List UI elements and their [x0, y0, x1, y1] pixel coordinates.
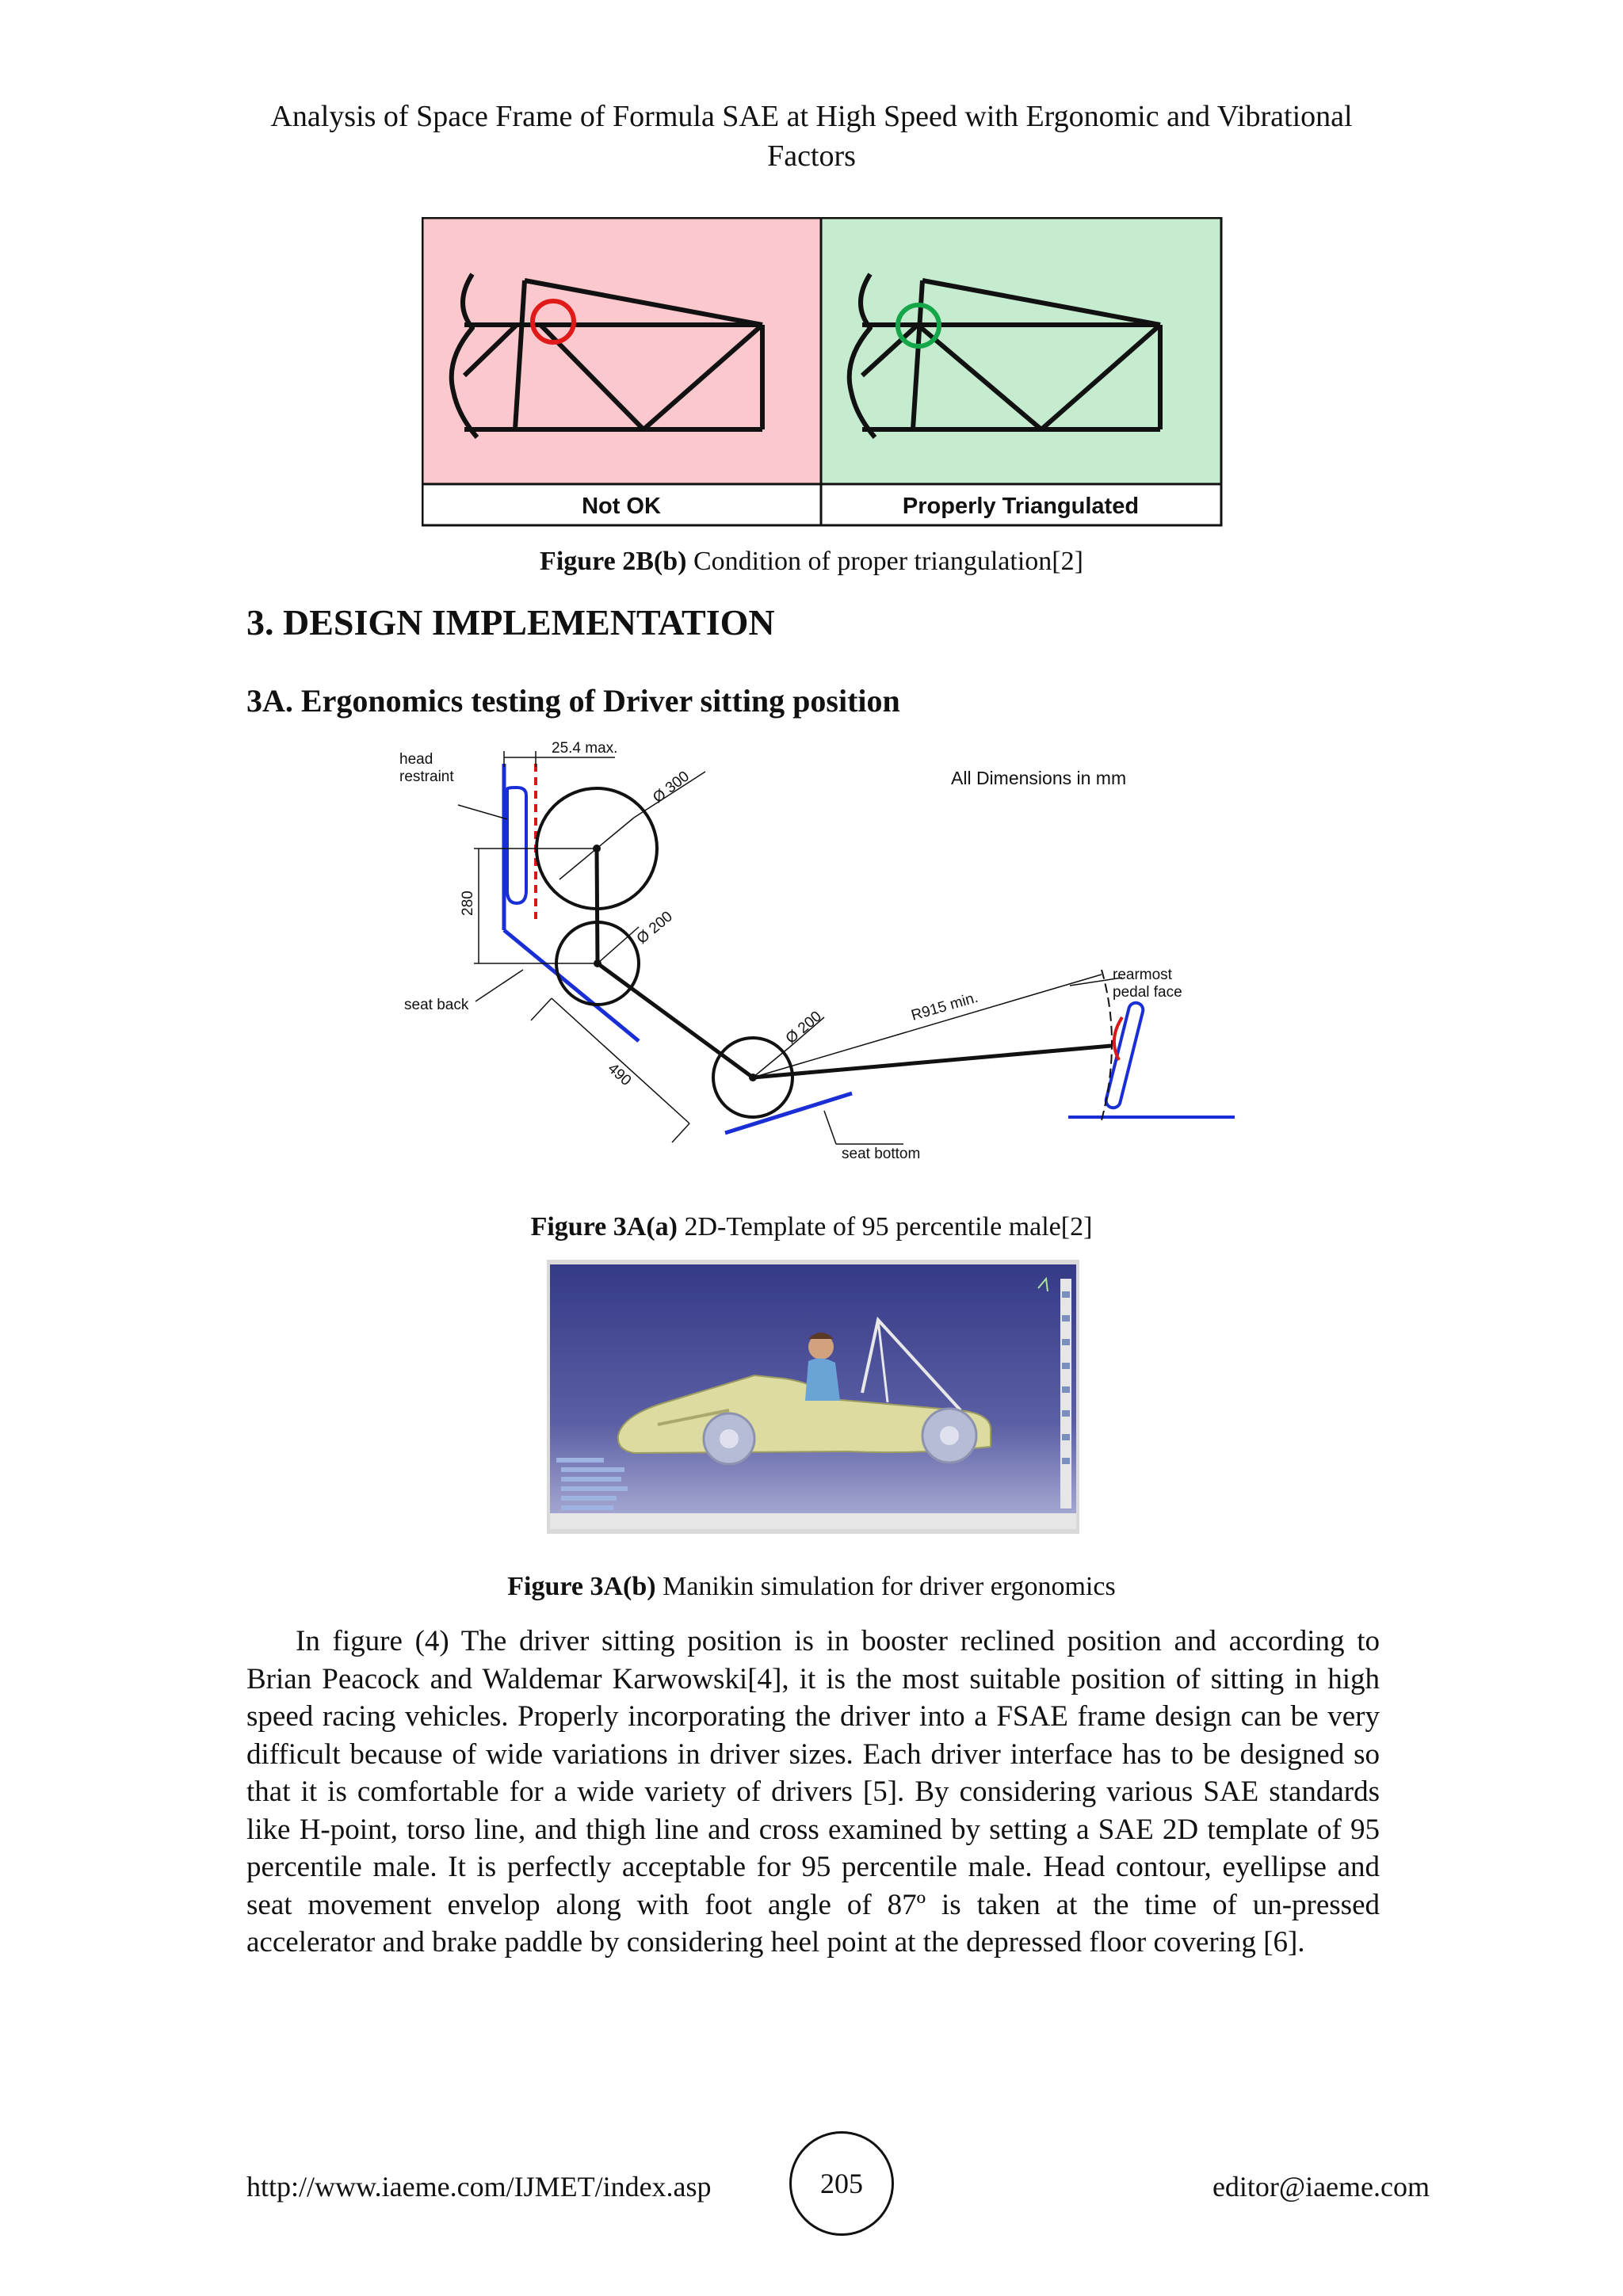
dim-490-label: 490: [604, 1060, 635, 1089]
front-wheel: [704, 1413, 754, 1464]
rear-wheel: [922, 1409, 976, 1463]
figure-2b-caption-text: Condition of proper triangulation[2]: [686, 547, 1083, 576]
max-gap-label: 25.4 max.: [552, 740, 618, 757]
figure-2b-caption: [238, 545, 1385, 578]
running-head: Analysis of Space Frame of Formula SAE at High Speed with Ergonomic and Vibrational Factors: [270, 100, 1353, 173]
pedal-label-2: pedal face: [1113, 984, 1182, 1001]
body-paragraph: In figure (4) The driver sitting position is in booster reclined position and according to Brian Peacock and Waldemar Karwowski[4], it is the most suitable position of sitting in high speed racing vehicles. Properly incorporating the driver into a FSAE frame design can be very difficult because of wide variations in driver sizes. Each driver interface has to be designed so that it is comfortable for a wide variety of drivers [5]. By considering various SAE standards like H-point, torso line, and thigh line and cross examined by setting a SAE 2D template of 95 percentile male. It is perfectly acceptable for 95 percentile male. Head contour, eyellipse and seat movement envelop along with foot angle of 87º is taken at the time of un-pressed accelerator and brake paddle by considering heel point at the depressed floor covering [6].: [246, 1625, 1380, 1958]
figure-3a-a-caption-text: 2D-Template of 95 percentile male[2]: [677, 1212, 1093, 1241]
footer-url-link[interactable]: http://www.iaeme.com/IJMET/index.asp: [246, 2171, 712, 2203]
subsection-heading: 3A. Ergonomics testing of Driver sitting position: [246, 683, 900, 719]
head-restraint: [507, 788, 526, 903]
figure-3a-b-manikin-screenshot: [547, 1260, 1079, 1534]
page-number: 205: [789, 2131, 894, 2236]
all-dimensions-label: All Dimensions in mm: [951, 768, 1127, 788]
properly-triangulated-label: Properly Triangulated: [902, 494, 1140, 519]
not-ok-label: Not OK: [582, 494, 661, 519]
figure-2b-triangulation: [422, 217, 1224, 528]
figure-3a-b-caption-text: Manikin simulation for driver ergonomics: [655, 1572, 1116, 1601]
radius-label: R915 min.: [909, 989, 980, 1024]
head-restraint-label-1: head: [399, 751, 433, 768]
seat-back-label: seat back: [404, 997, 469, 1013]
footer-email-link[interactable]: editor@iaeme.com: [1212, 2171, 1430, 2203]
d200-lower-label: Ø 200: [782, 1008, 825, 1047]
pedal-label-1: rearmost: [1113, 967, 1172, 983]
figure-3a-a-caption: [238, 1211, 1385, 1244]
figure-3a-b-caption: [238, 1570, 1385, 1604]
figure-2b-caption-label: Figure 2B(b): [540, 547, 687, 576]
seat-bottom-label: seat bottom: [842, 1146, 921, 1162]
figure-3a-b-caption-label: Figure 3A(b): [507, 1572, 656, 1601]
seat-back: [504, 930, 639, 1041]
d300-label: Ø 300: [650, 768, 693, 807]
figure-3a-template: [396, 740, 1268, 1168]
seat-bottom: [725, 1093, 852, 1133]
head-restraint-label-2: restraint: [399, 769, 454, 785]
section-heading: 3. DESIGN IMPLEMENTATION: [246, 602, 775, 643]
dim-280-label: 280: [460, 891, 476, 916]
driver-torso: [805, 1358, 840, 1401]
figure-3a-a-caption-label: Figure 3A(a): [530, 1212, 678, 1241]
d200-upper-label: Ø 200: [633, 908, 676, 948]
